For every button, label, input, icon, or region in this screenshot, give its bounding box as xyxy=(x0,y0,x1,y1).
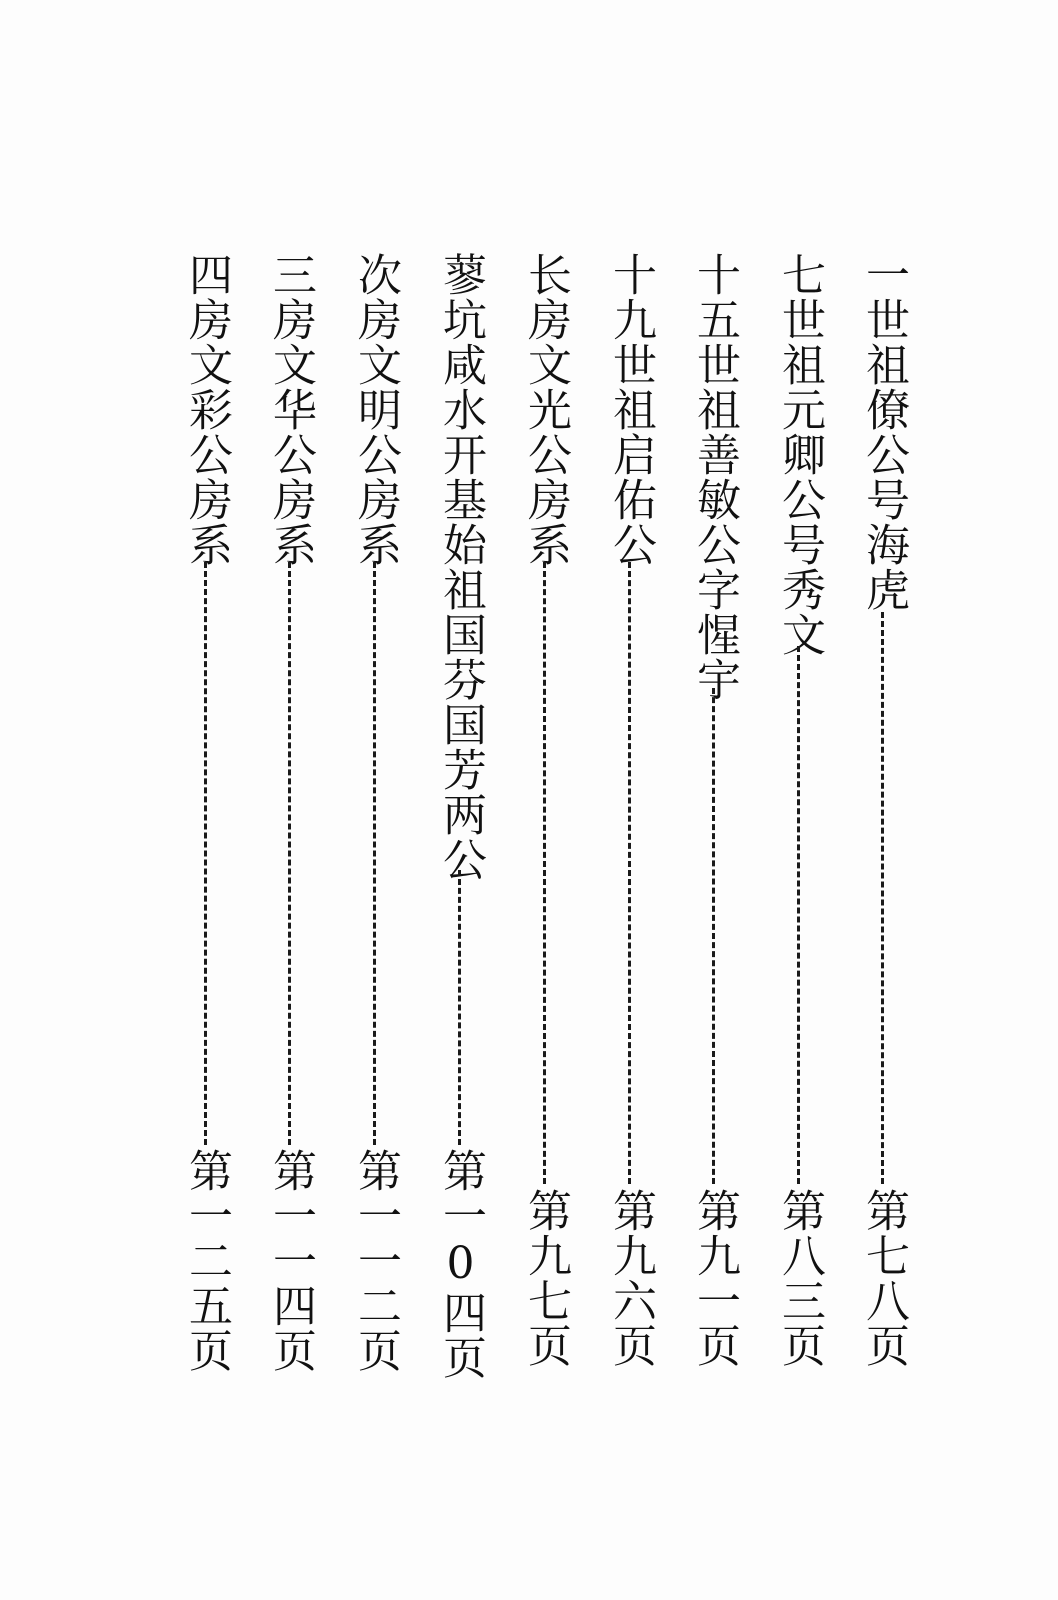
dotted-leader xyxy=(458,870,461,1145)
entry-title: 四房文彩公房系 xyxy=(181,252,232,567)
entry-page-number: 第一一四页 xyxy=(265,1148,316,1373)
toc-entry xyxy=(260,0,320,1600)
toc-entry xyxy=(600,0,660,1600)
entry-page-number: 第九七页 xyxy=(520,1188,571,1368)
entry-title: 十九世祖启佑公 xyxy=(605,252,656,567)
entry-page-number: 第一0四页 xyxy=(435,1148,486,1380)
entry-title: 次房文明公房系 xyxy=(350,252,401,567)
dotted-leader xyxy=(628,562,631,1184)
entry-page-number: 第九一页 xyxy=(689,1188,740,1368)
entry-title: 十五世祖善敏公字惺宇 xyxy=(689,252,740,702)
entry-page-number: 第八三页 xyxy=(774,1188,825,1368)
entry-title: 长房文光公房系 xyxy=(520,252,571,567)
entry-page-number: 第一一二页 xyxy=(350,1148,401,1373)
entry-page-number: 第一二五页 xyxy=(181,1148,232,1373)
toc-entry xyxy=(515,0,575,1600)
dotted-leader xyxy=(543,562,546,1184)
toc-entry xyxy=(176,0,236,1600)
entry-title: 七世祖元卿公号秀文 xyxy=(774,252,825,657)
toc-entry xyxy=(769,0,829,1600)
entry-title: 蓼坑咸水开基始祖国芬国芳两公 xyxy=(435,252,486,882)
toc-entry xyxy=(345,0,405,1600)
dotted-leader xyxy=(797,646,800,1184)
entry-title: 三房文华公房系 xyxy=(265,252,316,567)
toc-entry xyxy=(853,0,913,1600)
dotted-leader xyxy=(712,688,715,1184)
entry-title: 一世祖僚公号海虎 xyxy=(858,252,909,612)
entry-page-number: 第九六页 xyxy=(605,1188,656,1368)
toc-entry xyxy=(684,0,744,1600)
dotted-leader xyxy=(288,562,291,1145)
dotted-leader xyxy=(204,562,207,1145)
dotted-leader xyxy=(881,612,884,1184)
entry-page-number: 第七八页 xyxy=(858,1188,909,1368)
toc-entry xyxy=(430,0,490,1600)
dotted-leader xyxy=(373,562,376,1145)
